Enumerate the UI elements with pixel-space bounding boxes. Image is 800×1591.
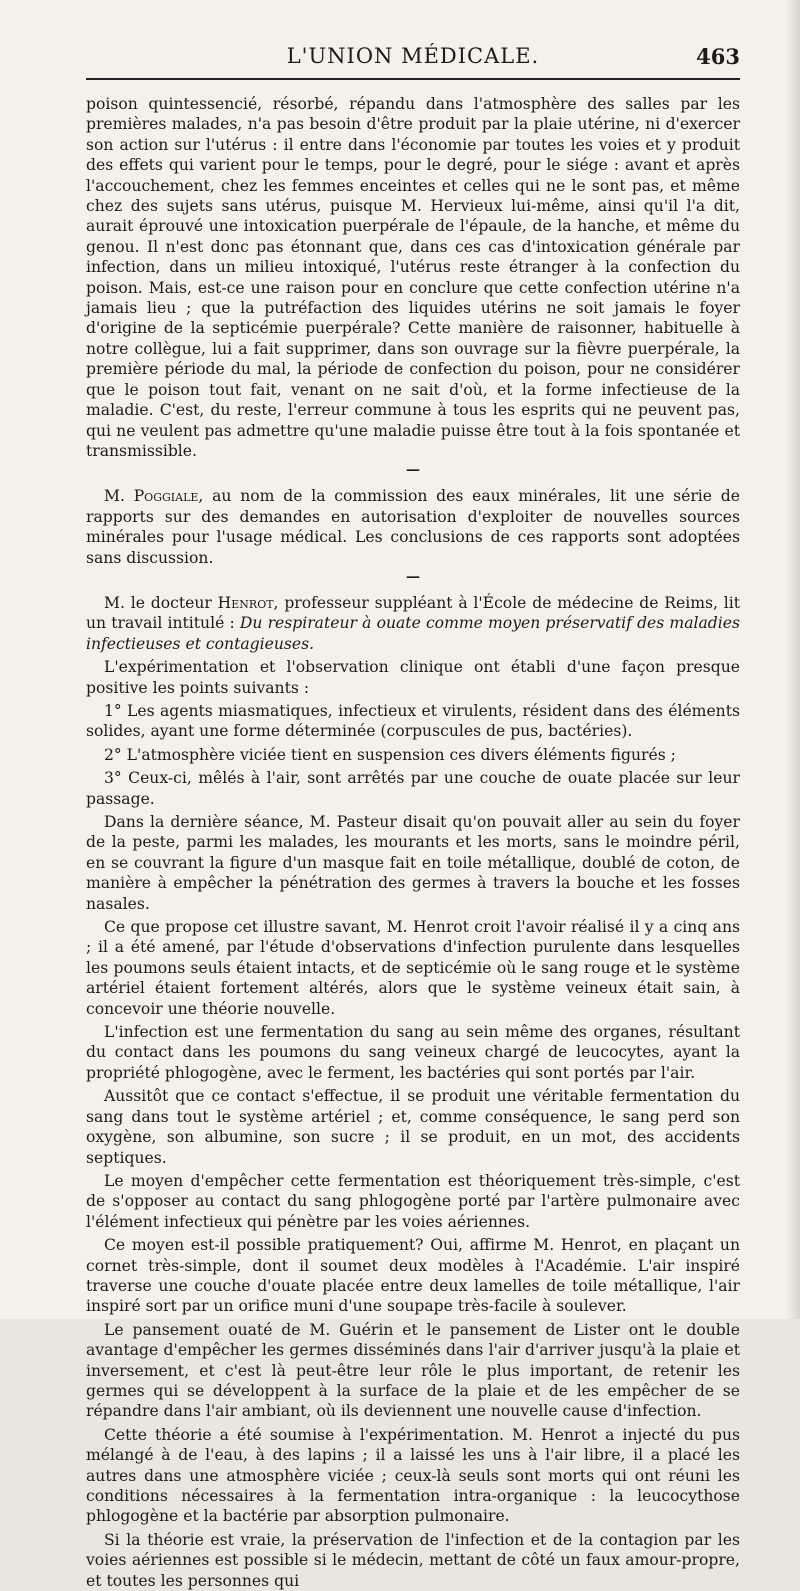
- paragraph: Le moyen d'empêcher cette fermentation est théoriquement très-simple, c'est de s'opposer au contact du sang phlogogène porté par l'artère pulmonaire avec l'élément infectieux qui pénètre par les voies aériennes.: [86, 1171, 740, 1231]
- paragraph: Ce que propose cet illustre savant, M. Henrot croit l'avoir réalisé il y a cinq ans ; il a été amené, par l'étude d'observations d'infection purulente dans lesquelles les poumons seuls étaient intacts, et de septicémie où le sang rouge et le système artériel étaient fortement altérés, alors que le système veineux était sain, à concevoir une théorie nouvelle.: [86, 918, 740, 1018]
- paragraph-text: au nom de la commission des eaux minérales, lit une série de rapports sur des demandes en autorisation d'exploiter de nouvelles sources minérales pour l'usage médical. Les conclusions de ces rapports sont adoptées sans discussion.: [86, 487, 740, 567]
- article-body: [86, 94, 740, 1591]
- work-title: Du respirateur à ouate comme moyen préservatif des maladies infectieuses et contagieuses.: [86, 614, 740, 653]
- list-item: 2° L'atmosphère viciée tient en suspension ces divers éléments figurés ;: [104, 745, 676, 764]
- paragraph: Si la théorie est vraie, la préservation de l'infection et de la contagion par les voies aériennes est possible si le médecin, mettant de côté un faux amour-propre, et toutes les personnes qui: [86, 1530, 740, 1590]
- page-header: [86, 38, 740, 68]
- section-separator: —: [406, 568, 420, 585]
- list-item: 1° Les agents miasmatiques, infectieux et virulents, résident dans des éléments solides, ayant une forme déterminée (corpuscules de pus, bactéries).: [86, 701, 740, 741]
- paragraph-text: professeur suppléant à l'École de médecine de Reims, lit un travail intitulé :: [86, 593, 740, 633]
- paragraph: Dans la dernière séance, M. Pasteur disait qu'on pouvait aller au sein du foyer de la peste, parmi les malades, les mourants et les morts, sans le moindre péril, en se couvrant la figure d'un masque fait en toile métallique, doublé de coton, de manière à empêcher la pénétration des germes à travers la bouche et les fosses nasales.: [86, 813, 740, 913]
- paragraph-continuation: poison quintessencié, résorbé, répandu dans l'atmosphère des salles par les premières malades, n'a pas besoin d'être produit par la plaie utérine, ni d'exercer son action sur l'utérus : il entre dans l'économie par toutes les voies et y produit des effets qui varient pour le temps, pour le degré, pour le siége : avant et après l'accouchement, chez les femmes enceintes et celles qui ne le sont pas, et même chez des sujets sans utérus, puisque M. Hervieux lui-même, ainsi qu'il l'a dit, aurait éprouvé une intoxication puerpérale de l'épaule, de la hanche, et même du genou. Il n'est donc pas étonnant que, dans ces cas d'intoxication générale par infection, dans un milieu intoxiqué, l'utérus reste étranger à la confection du poison. Mais, est-ce une raison pour en conclure que cette confection utérine n'a jamais lieu ; que la putréfaction des liquides utérins ne soit jamais le foyer d'origine de la septicémie puerpérale? Cette manière de raisonner, habituelle à notre collègue, lui a fait supprimer, dans son ouvrage sur la fièvre puerpérale, la première période du mal, la période de confection du poison, pour ne considérer que le poison tout fait, venant on ne sait d'où, et la forme infectieuse de la maladie. C'est, du reste, l'erreur commune à tous les esprits qui ne peuvent pas, qui ne veulent pas admettre qu'une maladie puisse être tout à la fois spontanée et transmissible.: [86, 95, 740, 460]
- section-separator: —: [406, 462, 420, 479]
- header-rule: [86, 78, 740, 80]
- paragraph-henrot: [86, 593, 740, 654]
- paragraph: Ce moyen est-il possible pratiquement? Oui, affirme M. Henrot, en plaçant un cornet très-simple, dont il soumet deux modèles à l'Académie. L'air inspiré traverse une couche d'ouate placée entre deux lamelles de toile métallique, l'air inspiré sort par un orifice muni d'une soupape très-facile à soulever.: [86, 1236, 740, 1316]
- speaker-name: Henrot,: [217, 593, 279, 612]
- paragraph: Le pansement ouaté de M. Guérin et le pansement de Lister ont le double avantage d'empêcher les germes disséminés dans l'air d'arriver jusqu'à la plaie et inversement, et c'est là peut-être leur rôle le plus important, de retenir les germes qui se développent à la surface de la plaie et de les empêcher de se répandre dans l'air ambiant, où ils deviennent une nouvelle cause d'infection.: [86, 1320, 740, 1421]
- paragraph: Aussitôt que ce contact s'effectue, il se produit une véritable fermentation du sang dans tout le système artériel ; et, comme conséquence, le sang perd son oxygène, son albumine, son sucre ; il se produit, en un mot, des accidents septiques.: [86, 1087, 740, 1167]
- list-item: 3° Ceux-ci, mêlés à l'air, sont arrêtés par une couche de ouate placée sur leur passage.: [86, 769, 740, 808]
- paragraph: L'expérimentation et l'observation clinique ont établi d'une façon presque positive les points suivants :: [86, 658, 740, 697]
- paragraph-text: M. le docteur: [104, 593, 212, 612]
- paragraph-poggiale: [86, 486, 740, 568]
- paragraph: Cette théorie a été soumise à l'expérimentation. M. Henrot a injecté du pus mélangé à de l'eau, à des lapins ; il a laissé les uns à l'air libre, il a placé les autres dans une atmosphère viciée ; ceux-là seuls sont morts qui ont réuni les conditions nécessaires à la fermentation intra-organique : la leucocythose phlogogène et la bactérie par absorption pulmonaire.: [86, 1425, 740, 1526]
- page-edge-shadow: [786, 0, 800, 1319]
- running-title: L'UNION MÉDICALE.: [286, 44, 540, 68]
- page-number: 463: [696, 44, 740, 69]
- paragraph: L'infection est une fermentation du sang au sein même des organes, résultant du contact dans les poumons du sang veineux chargé de leucocytes, ayant la propriété phlogogène, avec le ferment, les bactéries qui sont portés par l'air.: [86, 1023, 740, 1082]
- speaker-name: M. Poggiale,: [104, 487, 204, 506]
